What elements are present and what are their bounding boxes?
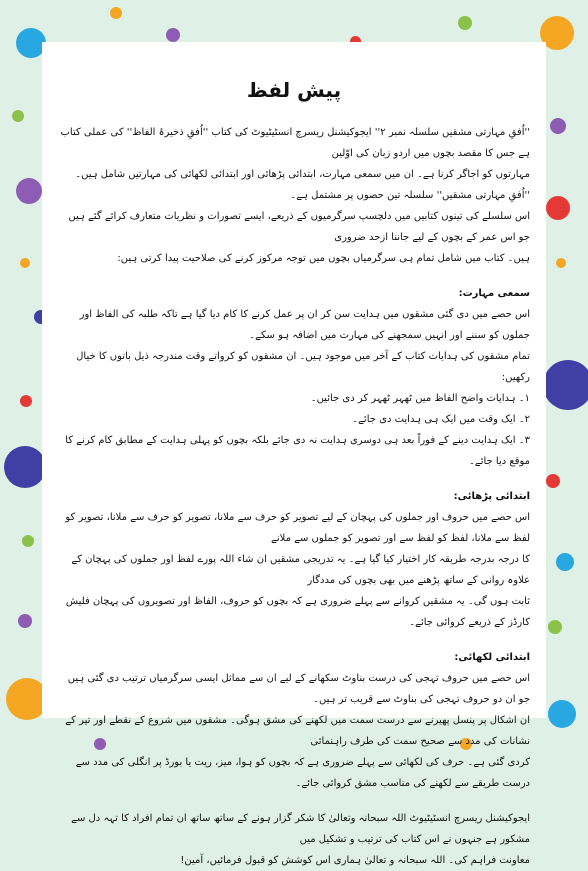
preface-content [58,78,530,871]
decor-dot [166,28,180,42]
closing-line: ایجوکیشنل ریسرچ انسٹیٹیوٹ اللہ سبحانہ وتعالیٰ کا شکر گزار ہونے کے ساتھ ساتھ ان تمام افراد کا تہہ دل سے مشکور ہے جنہوں نے اس کتاب کی ترتیب و تشکیل میں [71,813,530,845]
section-line: اس حصے میں دی گئی مشقوں میں ہدایت سن کر ان پر عمل کرنے کا کام دیا گیا ہے تاکہ طلبہ کی الفاظ اور جملوں کو سننے اور انہیں سمجھنے کی مہارت میں اضافہ ہو سکے۔ [79,309,530,341]
page-title: پیش لفظ [246,78,342,102]
decor-dot [546,196,570,220]
closing-line: معاونت فراہم کی۔ اللہ سبحانہ و تعالیٰ ہماری اس کوشش کو قبول فرمائیں، آمین! [180,855,530,866]
intro-line: ''اُفقِ مہارتی مشقیں سلسلہ نمبر ۲'' ایجوکیشنل ریسرچ انسٹیٹیوٹ کی کتاب ''اُفقِ ذخیرۂ الفاظ'' کی عملی کتاب ہے جس کا مقصد بچوں میں اردو زبان کی اوّلین [60,127,530,159]
section-line: اس حصے میں حروف اور جملوں کی پہچان کے لیے تصویر کو حرف سے ملانا، تصویر کو حرف سے ملانا، تصویر کو لفظ سے ملانا، لفظ کو لفظ سے اور تصویر کو جملوں سے ملانے [65,512,530,544]
decor-dot [556,258,566,268]
decor-dot [546,474,560,488]
decor-dot [18,614,32,628]
decor-dot [22,535,34,547]
section-line: ان اشکال پر پنسل پھیرنے سے درست سمت میں لکھنے کی مشق ہوگی۔ مشقوں میں شروع کے نقطے اور تیر کے نشانات کی مدد سے صحیح سمت کی طرف راہنمائی [65,715,530,747]
page-sheet [42,42,546,866]
decor-dot [548,700,576,728]
intro-line: ہیں۔ کتاب میں شامل تمام ہی سرگرمیاں بچوں میں توجہ مرکوز کرنے کی صلاحیت پیدا کرتی ہیں: [117,253,530,264]
section-heading-reading: ابتدائی پڑھائی: [453,491,530,502]
section-line: ۲۔ ایک وقت میں ایک ہی ہدایت دی جائے۔ [352,414,530,425]
section-line: اس حصے میں حروف تہجی کی درست بناوٹ سکھانے کے لیے ان سے مماثل ایسی سرگرمیاں ترتیب دی گئی ہیں جو ان دو حروف تہجی کی بناوٹ سے قریب تر ہیں۔ [67,673,530,705]
section-line: ۱۔ ہدایات واضح الفاظ میں ٹھہر ٹھہر کر دی جائیں۔ [310,393,530,404]
section-heading-writing: ابتدائی لکھائی: [454,652,530,663]
section-line: کردی گئی ہے۔ حرف کی لکھائی سے پہلے ضروری ہے کہ بچوں کو ہوا، میز، ریت یا بورڈ پر انگلی کی مدد سے درست طریقے سے لکھنے کی مناسب مشق کروائی جائے۔ [75,757,530,789]
decor-dot [556,553,574,571]
decor-dot [543,360,588,410]
decor-dot [4,446,46,488]
decor-dot [548,620,562,634]
decor-dot [20,395,32,407]
section-line: ۳۔ ایک ہدایت دینے کے فوراً بعد ہی دوسری ہدایت نہ دی جائے بلکہ بچوں کو پہلی ہدایت کے مطابق کام کرنے کا موقع دیا جائے۔ [65,435,530,467]
section-line: تمام مشقوں کی ہدایات کتاب کے آخر میں موجود ہیں۔ ان مشقوں کو کرواتے وقت مندرجہ ذیل باتوں کا خیال رکھیں: [76,351,530,383]
section-line: ثابت ہوں گی۔ یہ مشقیں کروانے سے پہلے ضروری ہے کہ بچوں کو حروف، الفاظ اور تصویروں کی پہچان فلیش کارڈز کے ذریعے کروائی جائے۔ [65,596,530,628]
section-heading-listening: سمعی مہارت: [458,288,530,299]
decor-dot [16,178,42,204]
intro-line: اس سلسلے کی تینوں کتابیں میں دلچسپ سرگرمیوں کے ذریعے، ایسے تصورات و نظریات متعارف کرائے گئے ہیں جو اس عمر کے بچوں کے لیے جاننا ازحد ضروری [68,211,530,243]
section-line: کا درجہ بدرجہ طریقہ کار اختیار کیا گیا ہے۔ یہ تدریجی مشقیں ان شاء اللہ پورے لفظ اور جملوں کی پہچان کے علاوہ روانی کے ساتھ پڑھنے میں بھی بچوں کی مددگار [71,554,530,586]
decor-dot [12,110,24,122]
decor-dot [110,7,122,19]
decor-dot [458,16,472,30]
intro-line: مہارتوں کو اجاگر کرنا ہے۔ ان میں سمعی مہارت، ابتدائی پڑھائی اور ابتدائی لکھائی کی مہارتیں شامل ہیں۔ ''اُفقِ مہارتی مشقیں'' سلسلہ تین حصوں پر مشتمل ہے۔ [75,169,530,201]
decor-dot [20,258,30,268]
decor-dot [550,118,566,134]
